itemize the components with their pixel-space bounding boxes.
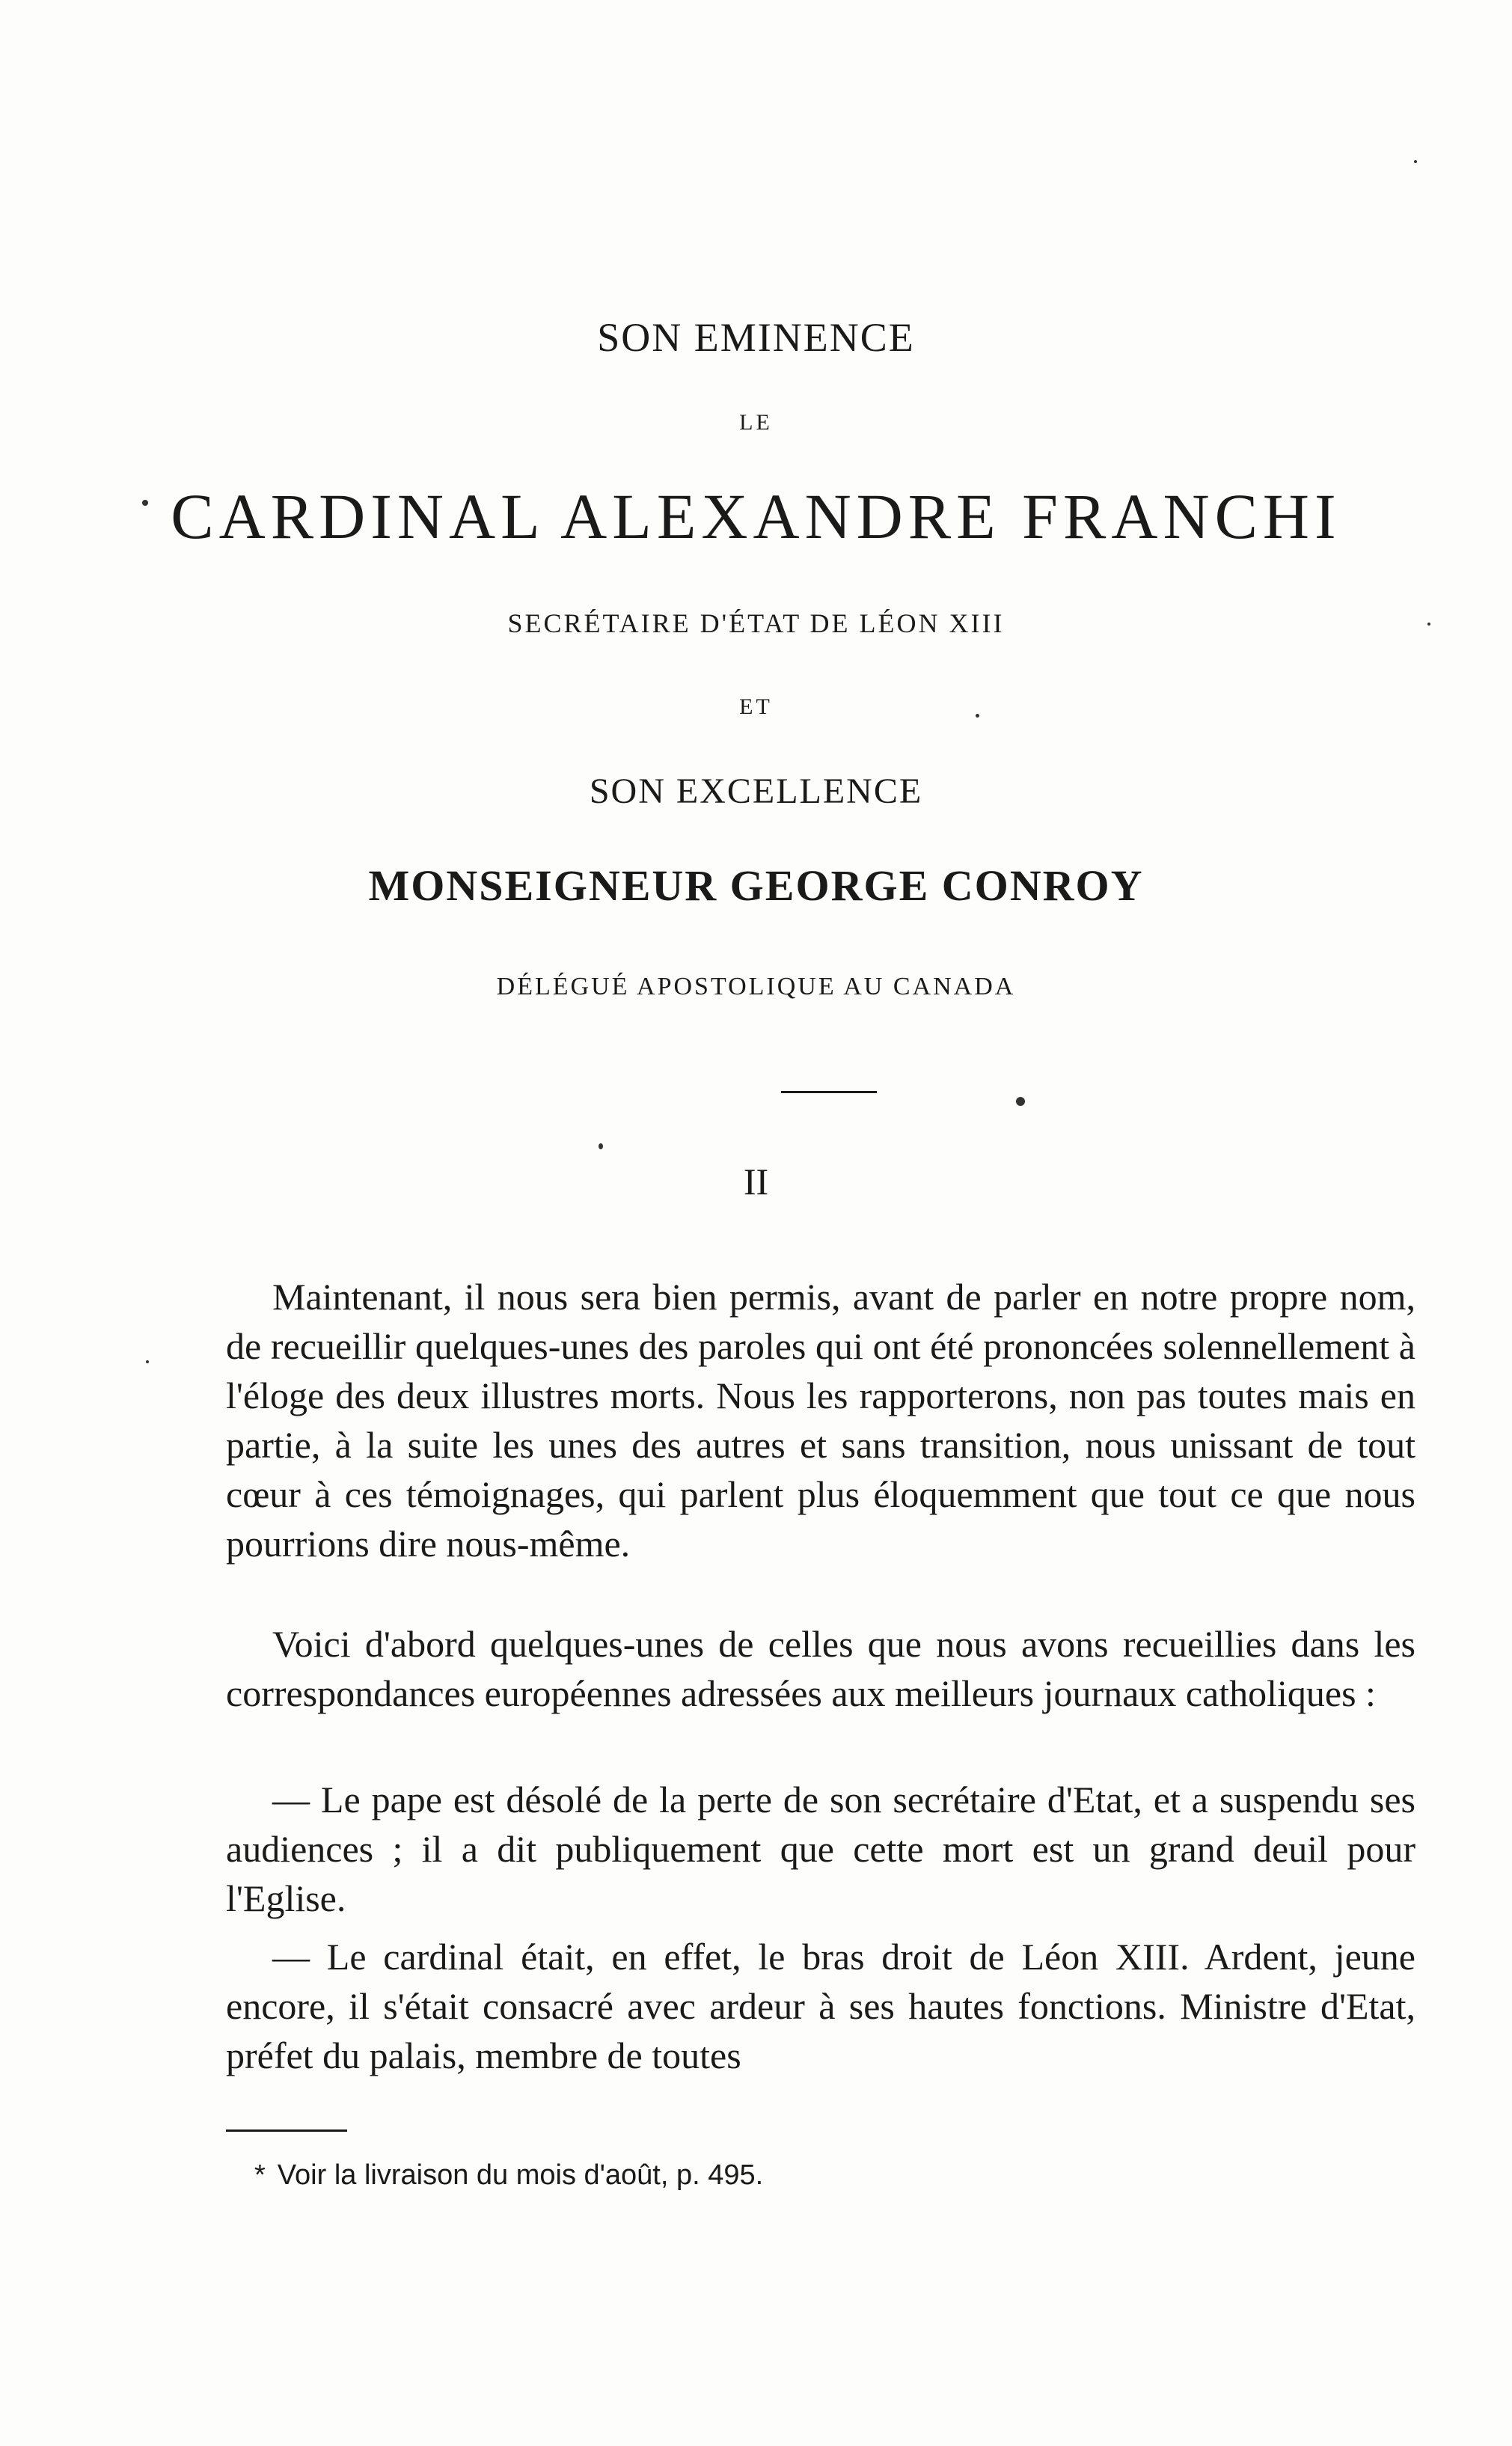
subtitle-secretary: SECRÉTAIRE D'ÉTAT DE LÉON XIII [507, 608, 1005, 638]
title-line-le: LE [739, 410, 773, 435]
footnote-divider [226, 2129, 347, 2132]
footnote-mark: * [254, 2159, 266, 2191]
scan-speck [599, 1143, 603, 1149]
paragraph-2-text: Voici d'abord quelques-unes de celles que nous avons recueillies dans les correspondances européennes adressées aux meilleurs journaux catholiques : [226, 1623, 1415, 1714]
paragraph-1 [226, 1272, 1415, 1568]
scan-speck [1414, 160, 1417, 163]
paragraph-2 [226, 1619, 1415, 1718]
paragraph-3 [226, 1775, 1415, 1923]
paragraph-3-text: — Le pape est désolé de la perte de son secrétaire d'Etat, et a suspendu ses audiences ; il a dit publiquement que cette mort est un grand deuil pour l'Eglise. [226, 1779, 1415, 1919]
paragraph-1-text: Maintenant, il nous sera bien permis, avant de parler en notre propre nom, de recueillir quelques-unes des paroles qui ont été prononcées solennellement à l'éloge des deux illustres morts. Nous les rapporterons, non pas toutes mais en partie, à la suite les unes des autres et sans transition, nous unissant de tout cœur à ces témoignages, qui parlent plus éloquemment que tout ce que nous pourrions dire nous-même. [226, 1276, 1415, 1565]
title-line-son-excellence: SON EXCELLENCE [589, 771, 923, 811]
scan-speck [976, 714, 979, 718]
subtitle-delegate: DÉLÉGUÉ APOSTOLIQUE AU CANADA [496, 973, 1016, 1000]
scan-speck [1016, 1097, 1025, 1106]
footnote-text: Voir la livraison du mois d'août, p. 495. [277, 2159, 764, 2191]
scan-speck [1427, 623, 1430, 626]
paragraph-4 [226, 1932, 1415, 2080]
scan-speck [146, 1360, 149, 1363]
title-cardinal-name: CARDINAL ALEXANDRE FRANCHI [171, 480, 1341, 552]
paragraph-4-text: — Le cardinal était, en effet, le bras droit de Léon XIII. Ardent, jeune encore, il s'était consacré avec ardeur à ses hautes fonctions. Ministre d'Etat, préfet du palais, membre de toutes [226, 1936, 1415, 2076]
title-monseigneur-name: MONSEIGNEUR GEORGE CONROY [368, 861, 1144, 910]
title-line-et: ET [739, 694, 773, 719]
footnote [254, 2159, 763, 2192]
scan-speck [142, 500, 148, 506]
section-divider [781, 1091, 877, 1093]
section-number: II [743, 1161, 769, 1202]
title-line-son-eminence: SON EMINENCE [597, 315, 915, 360]
